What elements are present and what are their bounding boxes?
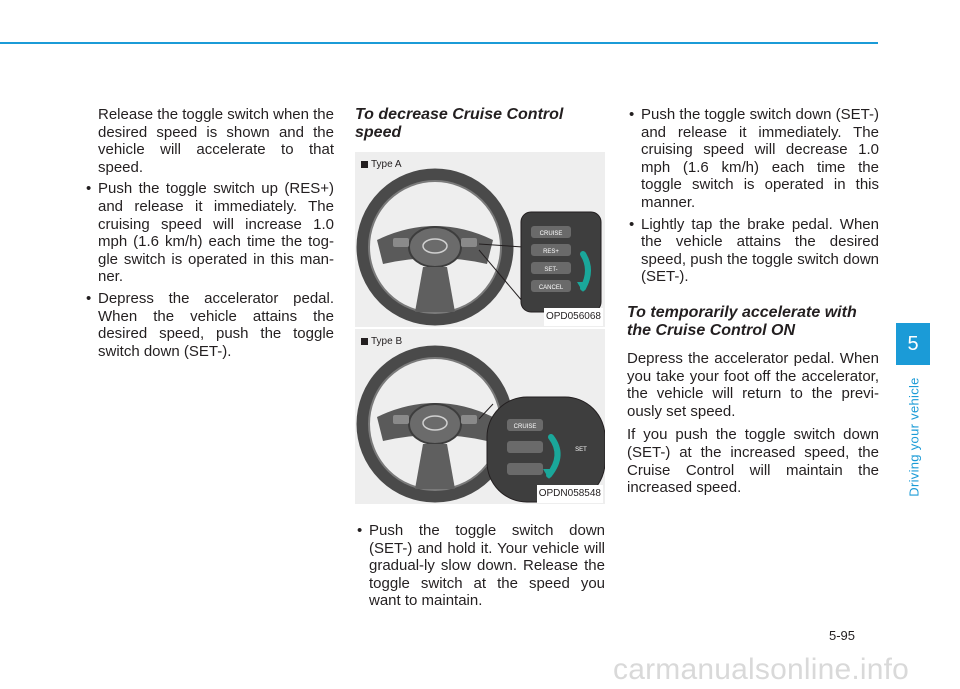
figure-code: OPDN058548 (537, 485, 603, 503)
res-button-label: RES+ (543, 249, 559, 255)
steering-wheel-illustration (355, 329, 605, 504)
column-1 (84, 106, 334, 364)
figure-code: OPD056068 (544, 308, 603, 326)
bullet-item: • Lightly tap the brake pedal. When the vehicle attains the desired speed, push the toggle switch down (SET-). (627, 216, 879, 286)
chapter-number-tab: 5 (896, 323, 930, 365)
header-rule (0, 42, 878, 44)
square-bullet-icon (361, 338, 368, 345)
cruise-button-label: CRUISE (539, 231, 563, 237)
steering-wheel-illustration (355, 152, 605, 327)
cancel-button-label: CANCEL (538, 285, 564, 291)
bullet-item: • Push the toggle switch up (RES+) and release it immediately. The cruising speed will increase 1.0 mph (1.6 km/h) each time the tog-gle switch is operated in this man-ner. (84, 180, 334, 286)
section-heading: To decrease Cruise Control speed (355, 106, 564, 141)
figure-type-a (355, 152, 605, 327)
figure-type-b (355, 329, 605, 504)
bullet-item: • Push the toggle switch down (SET-) and release it immediately. The cruising speed will decrease 1.0 mph (1.6 km/h) each time the toggle switch is operated in this manner. (627, 106, 879, 212)
chapter-title: Driving your vehicle (906, 377, 922, 497)
cruise-button-label: CRUISE (513, 424, 537, 430)
figure-label: Type A (361, 156, 402, 174)
page-number: 5-95 (829, 628, 856, 643)
section-heading: To temporarily accelerate with the Cruise Control ON (627, 303, 857, 339)
intro-paragraph: Release the toggle switch when the desired speed is shown and the vehicle will accelerate to that speed. (98, 106, 334, 176)
body-paragraph: Depress the accelerator pedal. When you take your foot off the accelerator, the vehicle will return to the previ-ously set speed. (627, 349, 879, 420)
column-3 (627, 106, 879, 503)
set-button-label: SET- (544, 267, 558, 273)
square-bullet-icon (361, 161, 368, 168)
body-paragraph: If you push the toggle switch down (SET-) at the increased speed, the Cruise Control will maintain the increased speed. (627, 426, 879, 497)
figure-label: Type B (361, 333, 402, 351)
watermark-text: carmanualsonline.info (613, 653, 910, 686)
column-2 (355, 106, 605, 614)
set-button-label: SET (575, 447, 587, 453)
bullet-item: • Depress the accelerator pedal. When the vehicle attains the desired speed, push the toggle switch down (SET-). (84, 290, 334, 360)
bullet-item: • Push the toggle switch down (SET-) and hold it. Your vehicle will gradual-ly slow down. Release the toggle switch at the speed you want to maintain. (355, 522, 605, 610)
